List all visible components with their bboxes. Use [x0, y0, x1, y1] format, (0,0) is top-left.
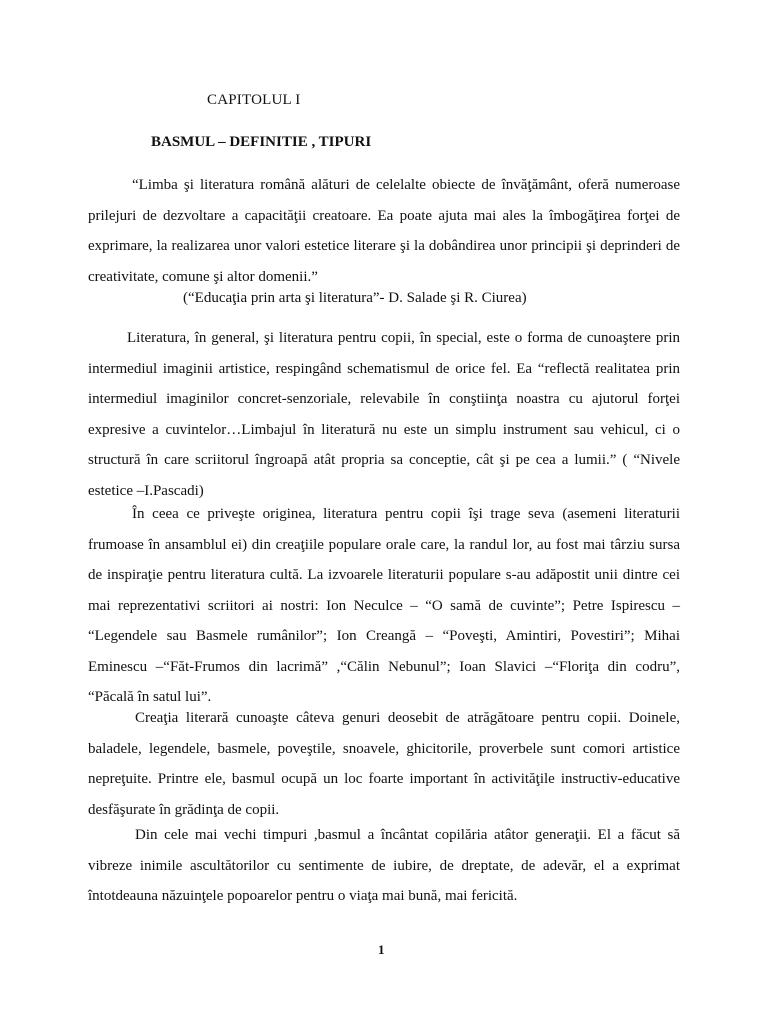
quote-source: (“Educaţia prin arta şi literatura”- D. Salade şi R. Ciurea) [183, 290, 527, 306]
paragraph-literature: Literatura, în general, şi literatura pentru copii, în special, este o forma de cunoaştere prin intermediul imaginii artistice, respingând schematismul de orice fel. Ea “reflectă realitatea prin intermediul imaginilor concret-senzoriale, relevabile în conştiinţa noastra cu ajutorul forţei expresive a cuvintelor…Limbajul în literatură nu este un simplu instrument sau vehicul, ci o structură în care scriitorul îngroapă atât propria sa conceptie, cât şi pe cea a lumii.” ( “Nivele estetice –I.Pascadi) [88, 330, 680, 499]
paragraph-fairy-tale: Din cele mai vechi timpuri ,basmul a încântat copilăria atâtor generaţii. El a făcut să vibreze inimile ascultătorilor cu sentimente de iubire, de dreptate, de adevăr, el a exprimat întotdeauna năzuinţele popoarelor pentru o viaţa mai bună, mai fericită. [88, 827, 680, 904]
opening-quote: “Limba şi literatura română alături de celelalte obiecte de învăţământ, oferă numeroase prilejuri de dezvoltare a capacităţii creatoare. Ea poate ajuta mai ales la îmbogăţirea forţei de exprimare, la realizarea unor valori estetice literare şi la dobândirea unor principii şi deprinderi de creativitate, comune şi altor domenii.” [88, 177, 680, 285]
paragraph-origins: În ceea ce priveşte originea, literatura pentru copii îşi trage seva (asemeni literaturii frumoase în ansamblul ei) din creaţiile populare orale care, la randul lor, au fost mai târziu sursa de inspiraţie pentru literatura cultă. La izvoarele literaturii populare s-au adăpostit unii dintre cei mai reprezentativi scriitori ai nostri: Ion Neculce – “O samă de cuvinte”; Petre Ispirescu – “Legendele sau Basmele rumânilor”; Ion Creangă – “Poveşti, Amintiri, Povestiri”; Mihai Eminescu –“Făt-Frumos din lacrimă” ,“Călin Nebunul”; Ioan Slavici –“Floriţa din codru”, “Păcală în satul lui”. [88, 506, 680, 705]
chapter-heading: CAPITOLUL I [207, 92, 301, 108]
paragraph-genres: Creaţia literară cunoaşte câteva genuri deosebit de atrăgătoare pentru copii. Doinele, baladele, legendele, basmele, poveştile, snoavele, ghicitorile, proverbele sunt comori artistice nepreţuite. Printre ele, basmul ocupă un loc foarte important în activităţile instructiv-educative desfăşurate în grădinţa de copii. [88, 710, 680, 818]
section-title: BASMUL – DEFINITIE , TIPURI [151, 134, 372, 150]
page-number: 1 [378, 942, 385, 957]
